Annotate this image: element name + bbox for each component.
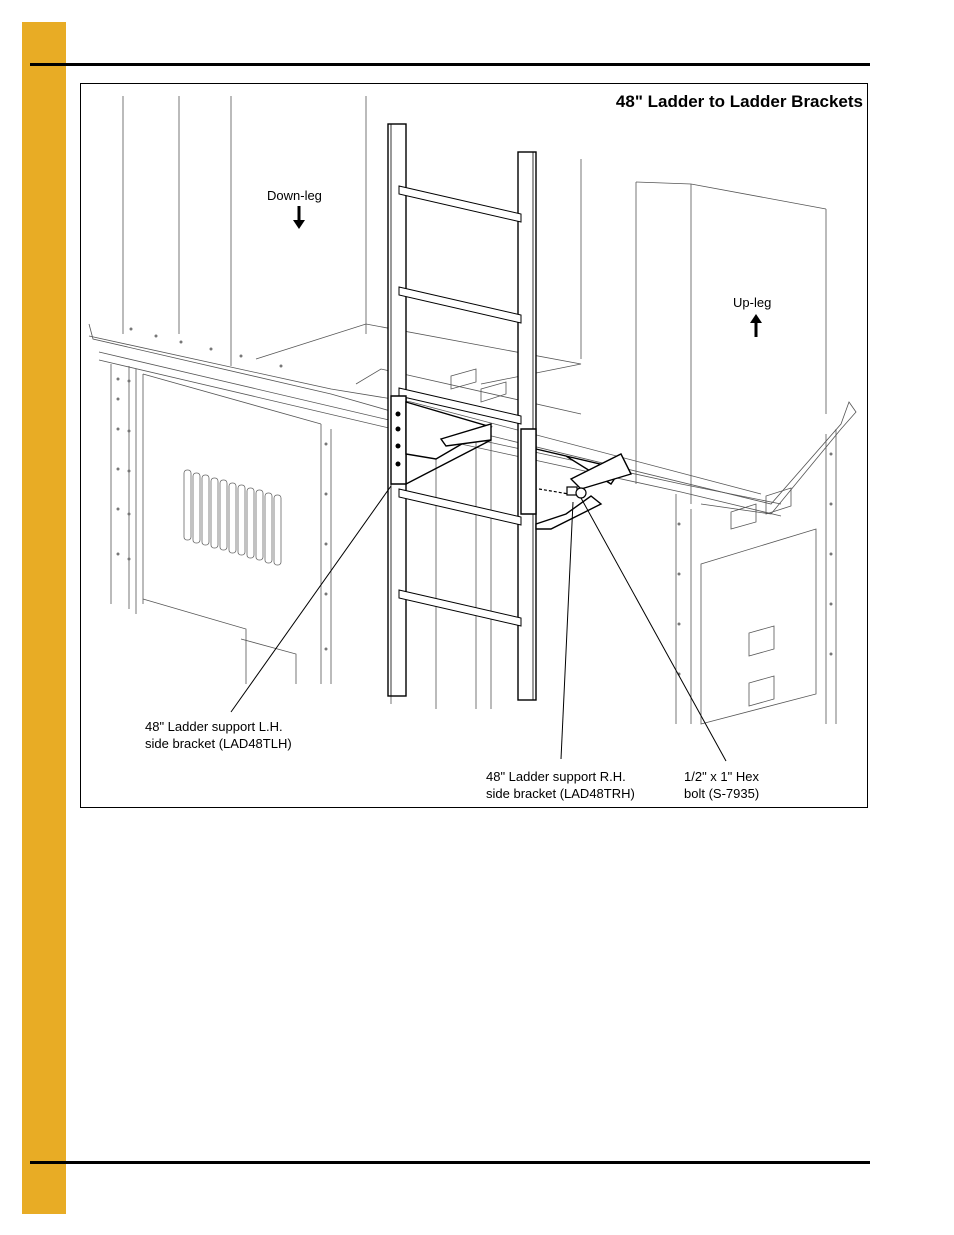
header-rule xyxy=(30,63,870,66)
footer-rule xyxy=(30,1161,870,1164)
lh-bracket-callout xyxy=(145,718,292,752)
rh-bracket-line1: 48" Ladder support R.H. xyxy=(486,769,626,784)
ladder-bracket-drawing xyxy=(81,84,868,808)
bolt-callout xyxy=(684,768,759,802)
up-arrow-icon xyxy=(750,314,762,337)
bolt-line2: bolt (S-7935) xyxy=(684,786,760,801)
bolt-line1: 1/2" x 1" Hex xyxy=(684,769,759,784)
lh-bracket-line2: side bracket (LAD48TLH) xyxy=(145,736,292,751)
figure-title: 48" Ladder to Ladder Brackets xyxy=(615,92,863,111)
lh-bracket-line1: 48" Ladder support L.H. xyxy=(145,719,283,734)
down-leg-label: Down-leg xyxy=(267,188,322,203)
side-color-band xyxy=(22,22,66,1214)
figure-frame xyxy=(80,83,868,808)
rh-bracket-callout xyxy=(486,768,635,802)
rh-bracket-line2: side bracket (LAD48TRH) xyxy=(486,786,635,801)
up-leg-label: Up-leg xyxy=(733,295,772,310)
down-arrow-icon xyxy=(293,206,305,229)
